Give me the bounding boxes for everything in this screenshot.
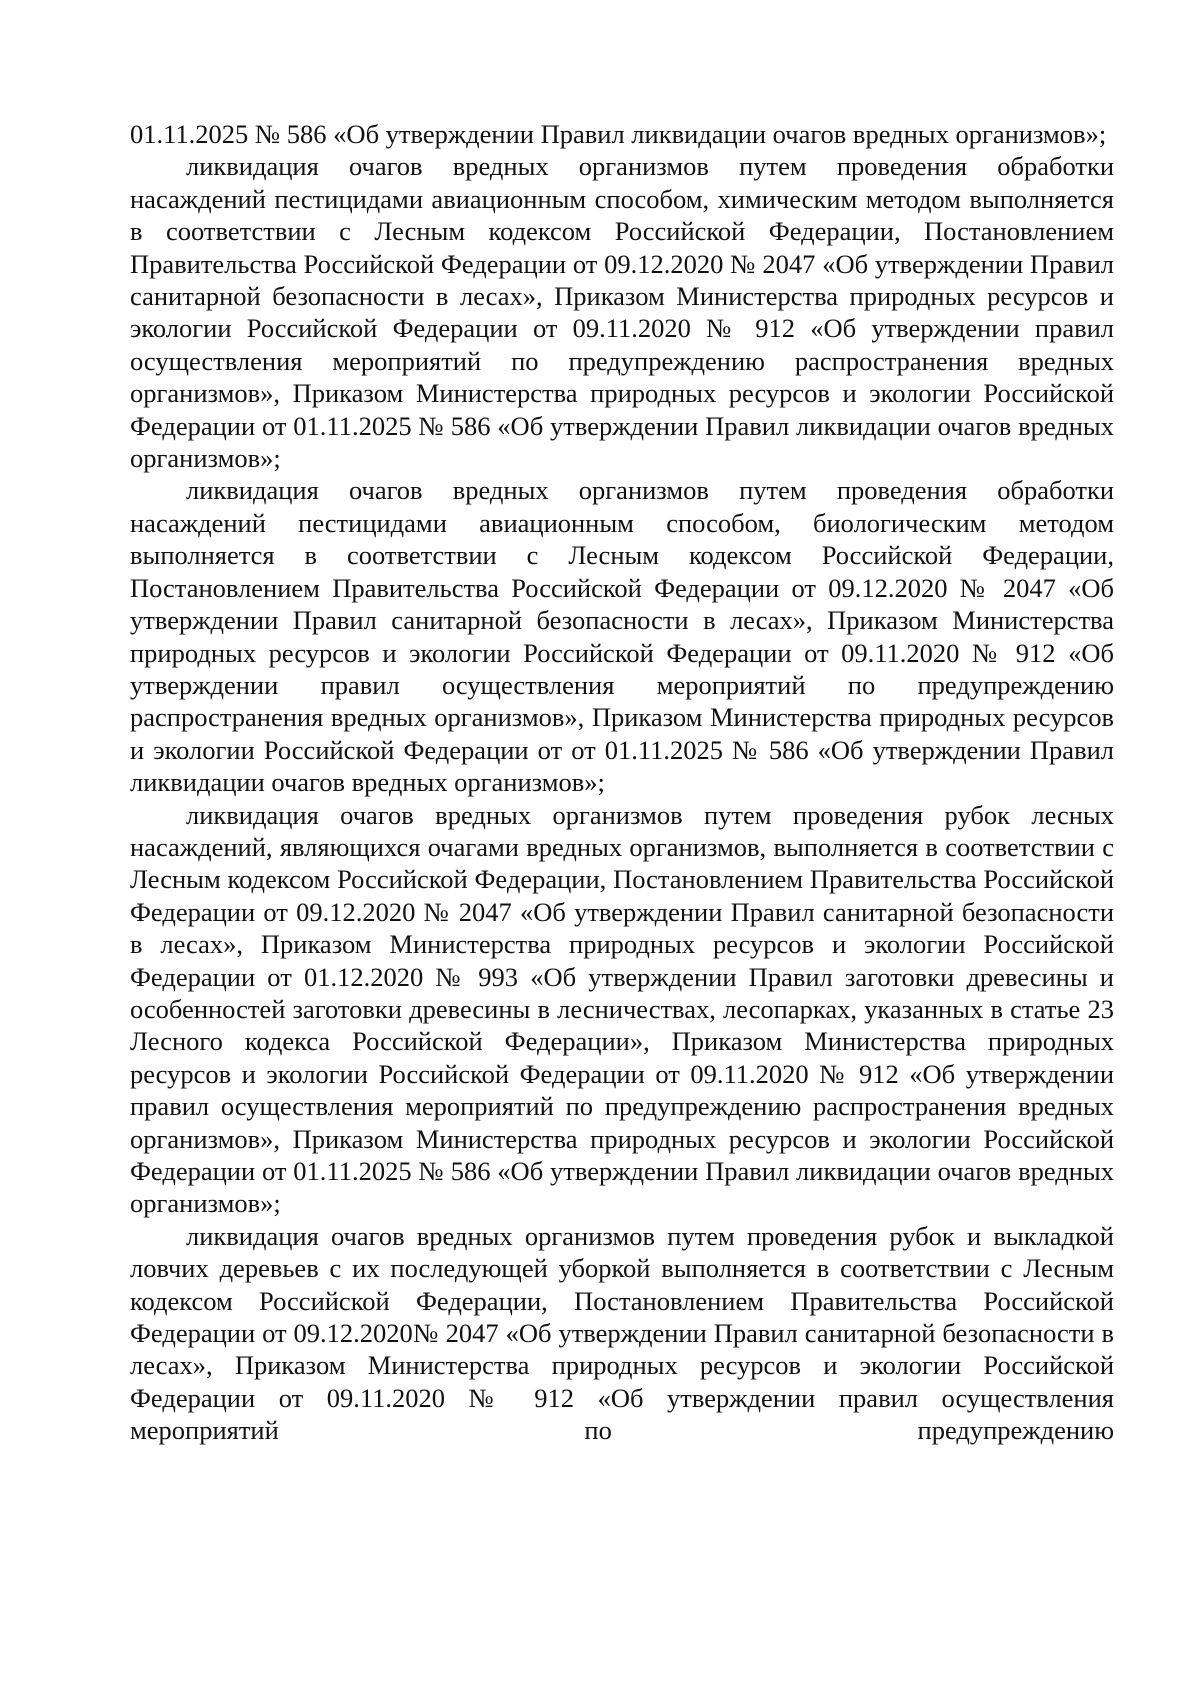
paragraph-continued: 01.11.2025 № 586 «Об утверждении Правил ликвидации очагов вредных организмов»; xyxy=(130,119,1107,149)
paragraph-chemical-method: ликвидация очагов вредных организмов путем проведения обработки насаждений пестицидами авиационным способом, химическим методом выполняется в соответствии с Лесным кодексом Российской Федерации, Постановлением Правительства Российской Федерации от 09.12.2020 № 2047 «Об утверждении Правил санитарной безопасности в лесах», Приказом Министерства природных ресурсов и экологии Российской Федерации от 09.11.2020 № 912 «Об утверждении правил осуществления мероприятий по предупреждению распространения вредных организмов», Приказом Министерства природных ресурсов и экологии Российской Федерации от 01.11.2025 № 586 «Об утверждении Правил ликвидации очагов вредных организмов»; xyxy=(130,151,1114,474)
paragraph-felling: ликвидация очагов вредных организмов путем проведения рубок лесных насаждений, являющихся очагами вредных организмов, выполняется в соответствии с Лесным кодексом Российской Федерации, Постановлением Правительства Российской Федерации от 09.12.2020 № 2047 «Об утверждении Правил санитарной безопасности в лесах», Приказом Министерства природных ресурсов и экологии Российской Федерации от 01.12.2020 № 993 «Об утверждении Правил заготовки древесины и особенностей заготовки древесины в лесничествах, лесопарках, указанных в статье 23 Лесного кодекса Российской Федерации», Приказом Министерства природных ресурсов и экологии Российской Федерации от 09.11.2020 № 912 «Об утверждении правил осуществления мероприятий по предупреждению распространения вредных организмов», Приказом Министерства природных ресурсов и экологии Российской Федерации от 01.11.2025 № 586 «Об утверждении Правил ликвидации очагов вредных организмов»; xyxy=(130,799,1114,1219)
document-page xyxy=(130,118,1114,1447)
paragraph-trap-trees: ликвидация очагов вредных организмов путем проведения рубок и выкладкой ловчих деревьев с их последующей уборкой выполняется в соответствии с Лесным кодексом Российской Федерации, Постановлением Правительства Российской Федерации от 09.12.2020№ 2047 «Об утверждении Правил санитарной безопасности в лесах», Приказом Министерства природных ресурсов и экологии Российской Федерации от 09.11.2020 № 912 «Об утверждении правил осуществления мероприятий по предупреждению xyxy=(130,1220,1114,1446)
paragraph-biological-method: ликвидация очагов вредных организмов путем проведения обработки насаждений пестицидами авиационным способом, биологическим методом выполняется в соответствии с Лесным кодексом Российской Федерации, Постановлением Правительства Российской Федерации от 09.12.2020 № 2047 «Об утверждении Правил санитарной безопасности в лесах», Приказом Министерства природных ресурсов и экологии Российской Федерации от 09.11.2020 № 912 «Об утверждении правил осуществления мероприятий по предупреждению распространения вредных организмов», Приказом Министерства природных ресурсов и экологии Российской Федерации от от 01.11.2025 № 586 «Об утверждении Правил ликвидации очагов вредных организмов»; xyxy=(130,475,1114,798)
